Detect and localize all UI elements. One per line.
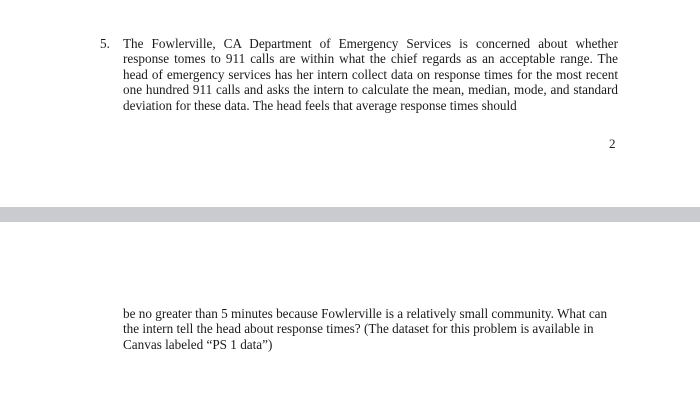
question-text-part1: The Fowlerville, CA Department of Emergency Services is concerned about whether response tomes to 911 calls are within what the chief regards as an acceptable range. The head of emergency services has her intern collect data on response times for the most recent one hundred 911 calls and asks the intern to calculate the mean, median, mode, and standard deviation for these data. The head feels that average response times should [123,36,618,113]
page-separator [0,207,700,222]
question-number: 5. [100,36,110,51]
document-page-bottom [0,222,700,405]
page-number: 2 [609,136,616,151]
question-text-part2: be no greater than 5 minutes because Fowlerville is a relatively small community. What can the intern tell the head about response times? (The dataset for this problem is available in Canvas labeled “PS 1 data”) [123,306,608,352]
